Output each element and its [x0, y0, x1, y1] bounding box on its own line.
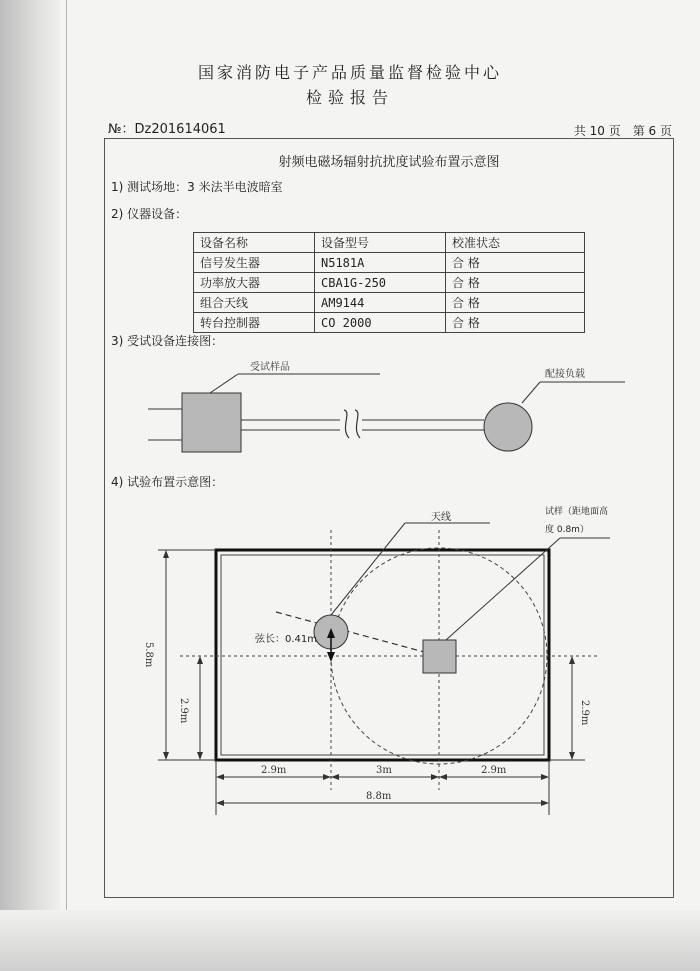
chamber-outer [216, 550, 549, 760]
chord-label: 弦长：0.41m [255, 634, 318, 645]
dim-left: 2.9m [261, 765, 287, 776]
item-instruments: 2) 仪器设备： [111, 207, 188, 221]
header-cell: 设备名称 [194, 233, 315, 253]
dim-width-total: 8.8m [366, 791, 392, 802]
header-cell: 设备型号 [315, 233, 446, 253]
section-title: 射频电磁场辐射抗扰度试验布置示意图 [278, 155, 500, 170]
sample-label-line1: 试样（距地面高 [545, 507, 609, 517]
table-cell: 合 格 [446, 313, 585, 333]
table-cell: AM9144 [315, 293, 446, 313]
item-layout-diagram: 4) 试验布置示意图： [111, 475, 224, 489]
center-name: 国家消防电子产品质量监督检验中心 [197, 63, 502, 82]
item-connection-diagram: 3) 受试设备连接图： [111, 334, 224, 348]
table-cell: 组合天线 [194, 293, 315, 313]
table-cell: 合 格 [446, 253, 585, 273]
table-cell: N5181A [315, 253, 446, 273]
table-cell: 转台控制器 [194, 313, 315, 333]
dim-right: 2.9m [481, 765, 507, 776]
dim-height-left: 2.9m [178, 698, 189, 724]
chamber-inner [221, 555, 544, 755]
load-label: 配接负载 [545, 369, 585, 380]
page-number: 第 6 页 [632, 124, 672, 138]
total-pages: 共 10 页 [573, 124, 621, 138]
table-cell: CO 2000 [315, 313, 446, 333]
dim-height-right: 2.9m [579, 700, 590, 726]
report-number: №：Dz201614061 [108, 122, 226, 137]
table-cell: 功率放大器 [194, 273, 315, 293]
table-cell: 合 格 [446, 273, 585, 293]
dim-middle: 3m [376, 765, 392, 776]
sample-label-line2: 度 0.8m） [545, 525, 589, 535]
sample-symbol [423, 640, 456, 673]
table-cell: 信号发生器 [194, 253, 315, 273]
table-cell: CBA1G-250 [315, 273, 446, 293]
item-test-site: 1) 测试场地：3 米法半电波暗室 [111, 180, 283, 194]
header-cell: 校准状态 [446, 233, 585, 253]
dim-height-total: 5.8m [143, 642, 154, 668]
dut-label: 受试样品 [250, 362, 290, 373]
table-cell: 合 格 [446, 293, 585, 313]
document-type: 检验报告 [305, 88, 394, 107]
antenna-label: 天线 [431, 512, 451, 523]
